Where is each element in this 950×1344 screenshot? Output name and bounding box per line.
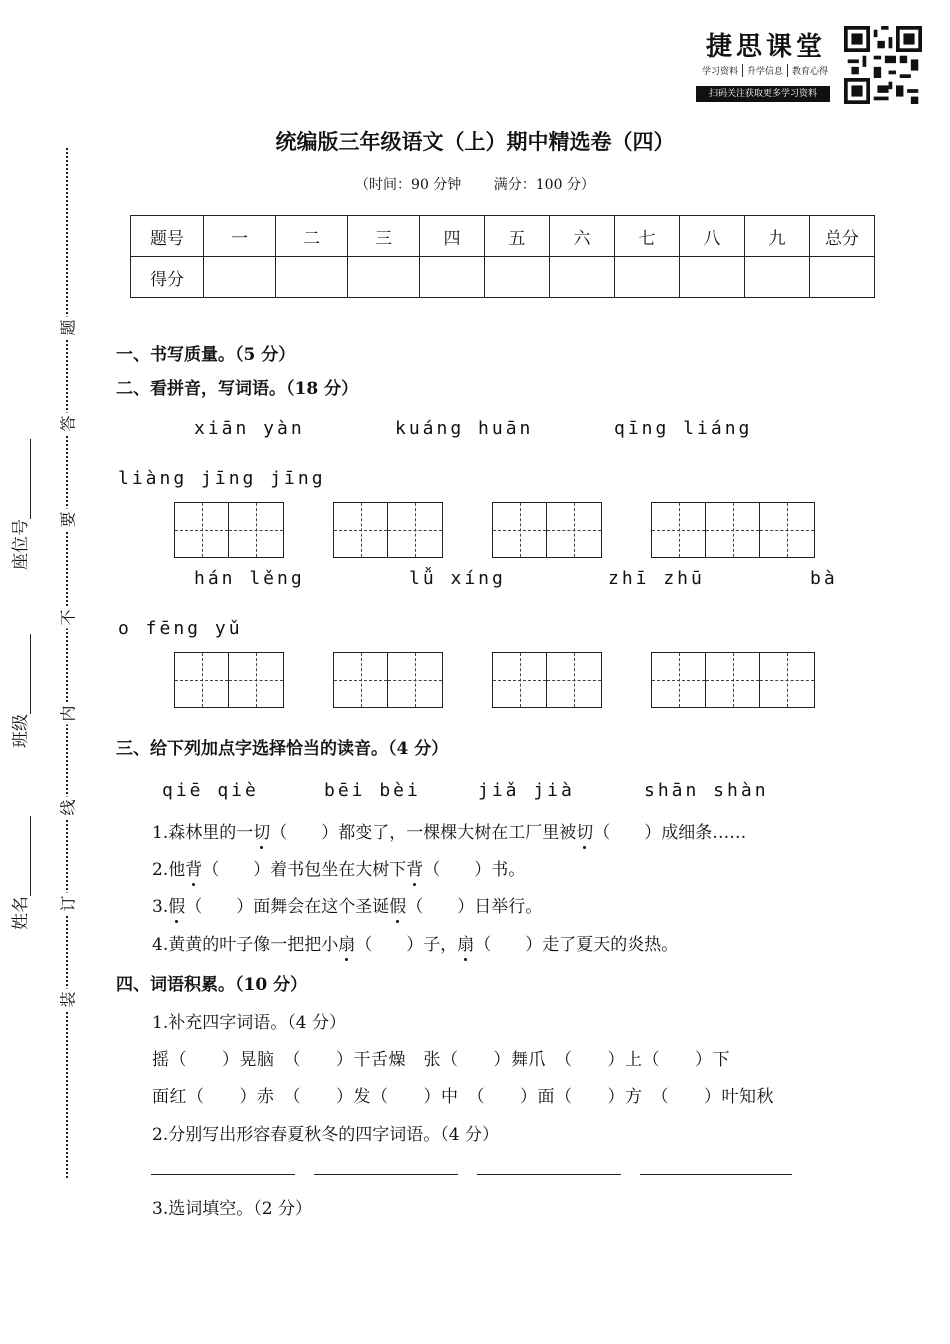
text: （ ）着书包坐在大树下 [202,860,407,880]
binding-char: 不 [56,607,79,629]
name-field[interactable] [6,816,31,930]
table-cell: 四 [420,216,485,257]
table-cell: 七 [615,216,680,257]
question-3-4[interactable] [152,930,678,955]
question-3-3[interactable] [152,892,542,917]
text: （ ）都变了，一棵棵大树在工厂里被 [270,823,577,843]
seat-field[interactable] [6,439,31,570]
dotted-char: 假 [168,897,186,917]
char-grid[interactable] [651,652,815,708]
question-3-1[interactable] [152,818,746,843]
class-field[interactable] [6,634,31,748]
subquestion-4-2: 2.分别写出形容春夏秋冬的四字词语。（4 分） [152,1125,499,1145]
char-grid[interactable] [174,502,284,558]
table-cell: 一 [204,216,276,257]
text: （ ）面舞会在这个圣诞 [185,897,390,917]
text: 3. [152,897,169,917]
binding-dotted-line [66,148,68,1178]
question-3-2[interactable] [152,855,525,880]
pinyin: zhī zhū [608,568,705,589]
pinyin: hán lěng [194,568,305,589]
section-4-heading: 四、词语积累。（10 分） [116,975,308,995]
text: （ ）书。 [423,860,526,880]
score-cell[interactable] [276,257,348,298]
score-cell[interactable] [745,257,810,298]
text: （ ）走了夏天的炎热。 [474,935,679,955]
text: （ ）子， [355,935,458,955]
score-cell[interactable] [810,257,875,298]
seat-blank[interactable] [14,439,31,519]
section-2-heading: 二、看拼音，写词语。（18 分） [116,379,359,399]
section-3-heading: 三、给下列加点字选择恰当的读音。（4 分） [116,739,449,759]
class-blank[interactable] [14,634,31,714]
name-label: 姓名 [11,896,31,930]
score-cell[interactable] [204,257,276,298]
char-grid[interactable] [333,652,443,708]
answer-blank[interactable] [151,1174,295,1175]
pinyin: lǚ xíng [409,568,506,589]
binding-char: 线 [56,797,79,819]
qr-code-icon[interactable] [844,26,922,104]
table-cell: 三 [348,216,420,257]
table-cell: 总分 [810,216,875,257]
pinyin: o fēng yǔ [118,618,243,639]
seat-label: 座位号 [11,519,31,570]
brand-tag: 学习资料 [698,64,743,77]
score-cell[interactable] [615,257,680,298]
text: 1.森林里的一 [152,823,254,843]
section-1-heading: 一、书写质量。（5 分） [116,345,296,365]
idiom-row[interactable]: 面红（ ）赤 （ ）发（ ）中 （ ）面（ ）方 （ ）叶知秋 [152,1087,774,1107]
binding-char: 答 [56,413,79,435]
binding-char: 要 [56,509,79,531]
subquestion-4-3: 3.选词填空。（2 分） [152,1199,312,1219]
exam-info [0,174,950,194]
table-cell: 题号 [131,216,204,257]
exam-time: （时间：90 分钟 [355,177,462,193]
brand-tag: 升学信息 [743,64,788,77]
pinyin-option: shān shàn [644,780,769,801]
dotted-char: 假 [389,897,407,917]
dotted-char: 背 [406,860,424,880]
text: 2.他 [152,860,186,880]
table-cell: 九 [745,216,810,257]
brand-title: 捷思课堂 [706,32,827,62]
pinyin-option: qiē qiè [162,780,259,801]
pinyin-option: bēi bèi [324,780,421,801]
table-cell: 二 [276,216,348,257]
score-cell[interactable] [550,257,615,298]
exam-full-score: 满分：100 分） [493,177,595,193]
idiom-row[interactable]: 摇（ ）晃脑 （ ）干舌燥 张（ ）舞爪 （ ）上（ ）下 [152,1050,730,1070]
dotted-char: 扇 [338,935,356,955]
char-grid[interactable] [651,502,815,558]
table-row [131,216,875,257]
score-cell[interactable] [420,257,485,298]
pinyin: xiān yàn [194,418,305,439]
pinyin-option: jiǎ jià [478,780,575,801]
binding-char: 内 [56,703,79,725]
brand-tag: 教育心得 [792,67,829,77]
dotted-char: 切 [253,823,271,843]
char-grid[interactable] [492,502,602,558]
text: （ ）成细条…… [593,823,747,843]
dotted-char: 切 [576,823,594,843]
char-grid[interactable] [333,502,443,558]
score-cell[interactable] [348,257,420,298]
pinyin: bà [810,568,838,589]
table-cell: 得分 [131,257,204,298]
text: 4.黄黄的叶子像一把把小 [152,935,339,955]
subquestion-4-1: 1.补充四字词语。（4 分） [152,1013,346,1033]
dotted-char: 背 [185,860,203,880]
table-cell: 八 [680,216,745,257]
pinyin: liàng jīng jīng [118,468,326,489]
class-label: 班级 [11,714,31,748]
answer-blank[interactable] [640,1174,792,1175]
binding-char: 订 [56,893,79,915]
brand-tags [698,64,832,77]
char-grid[interactable] [492,652,602,708]
pinyin: qīng liáng [614,418,753,439]
text: （ ）日举行。 [406,897,543,917]
score-cell[interactable] [680,257,745,298]
table-row [131,257,875,298]
pinyin: kuáng huān [395,418,534,439]
score-table [130,215,875,298]
score-cell[interactable] [485,257,550,298]
brand-bar: 扫码关注获取更多学习资料 [696,86,830,102]
char-grid[interactable] [174,652,284,708]
table-cell: 六 [550,216,615,257]
binding-char: 题 [56,317,79,339]
page-title: 统编版三年级语文（上）期中精选卷（四） [275,129,675,154]
answer-blank[interactable] [477,1174,621,1175]
answer-blank[interactable] [314,1174,458,1175]
binding-char: 装 [56,989,79,1011]
dotted-char: 扇 [457,935,475,955]
table-cell: 五 [485,216,550,257]
name-blank[interactable] [14,816,31,896]
